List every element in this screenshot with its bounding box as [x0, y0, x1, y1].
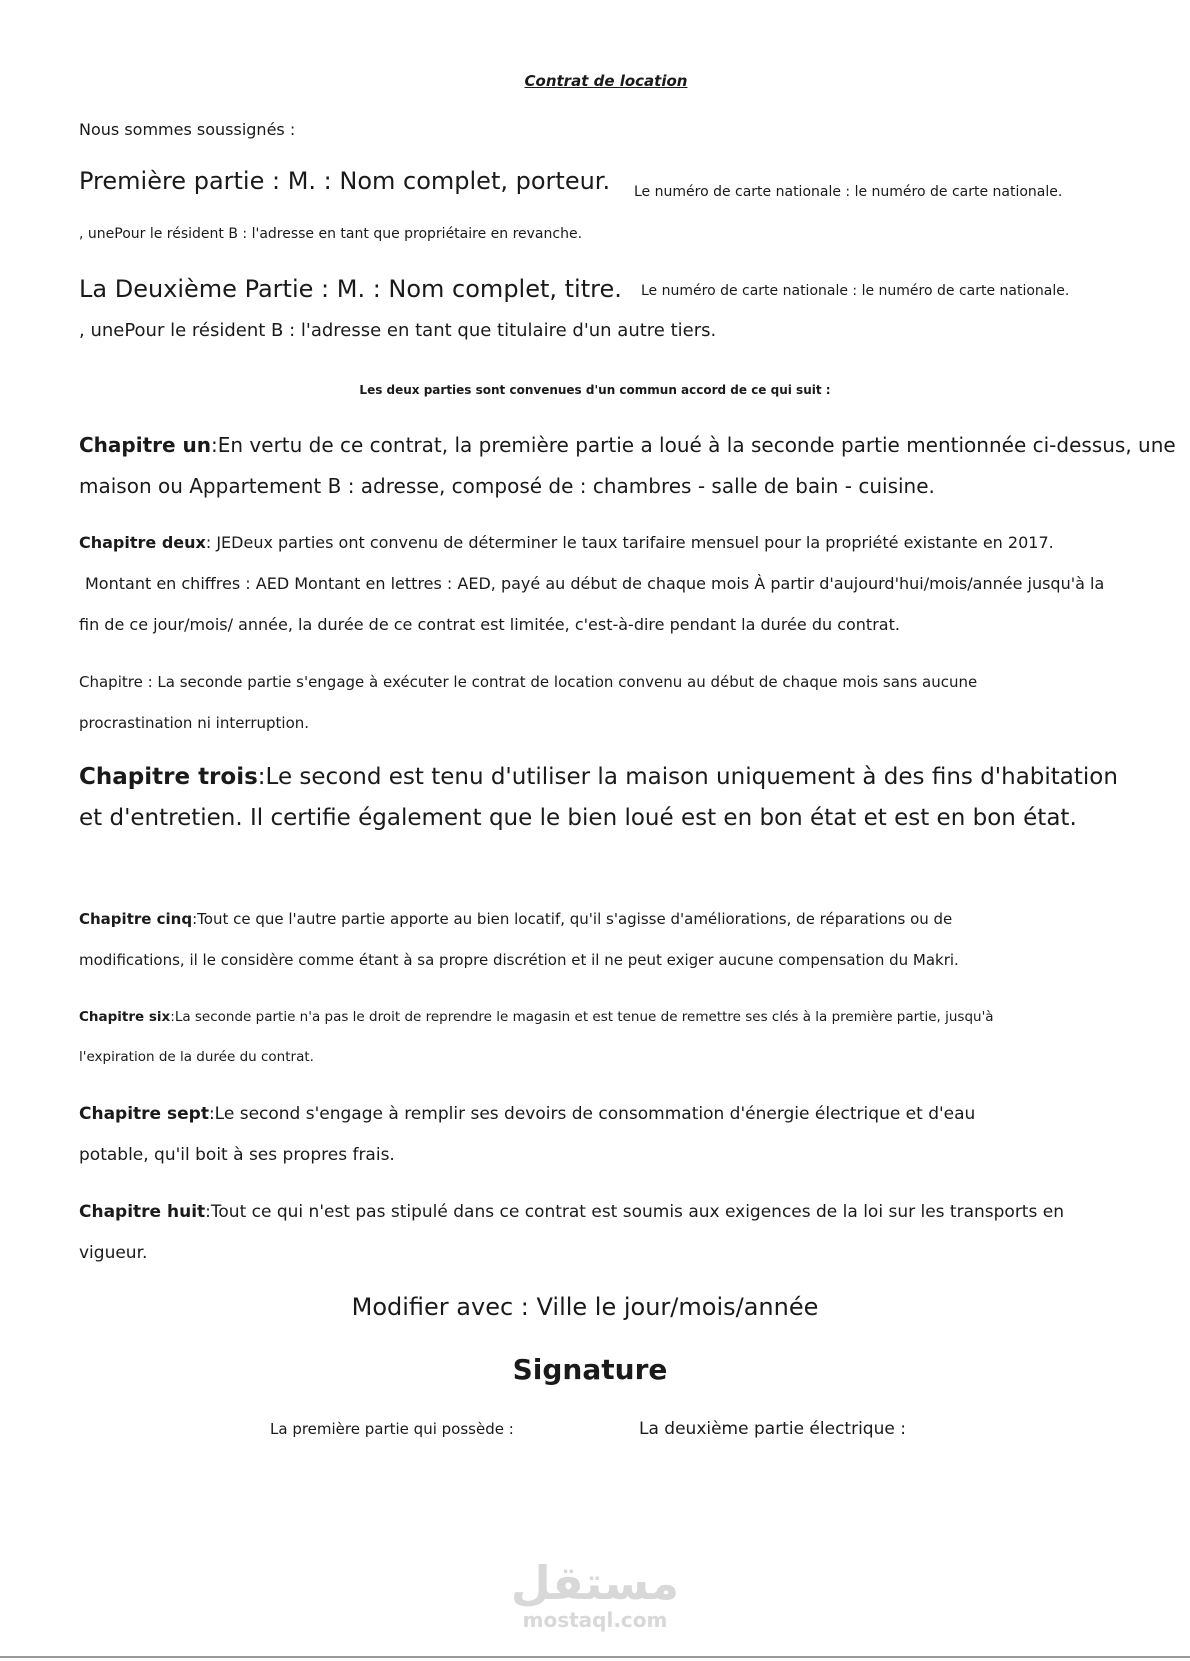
- party2-label: La Deuxième Partie : M. : Nom complet, titre.: [79, 275, 622, 303]
- chapter-six-text: :La seconde partie n'a pas le droit de reprendre le magasin et est tenue de remettre ses clés à la première partie, jusqu'à: [170, 1009, 994, 1025]
- chapter-five-line1: [79, 910, 952, 928]
- page-bottom-divider: [0, 1656, 1190, 1658]
- mostaql-watermark: [0, 1556, 1190, 1632]
- chapter-five-text: :Tout ce que l'autre partie apporte au bien locatif, qu'il s'agisse d'améliorations, de réparations ou de: [192, 910, 953, 928]
- chapter-one-heading: Chapitre un: [79, 433, 212, 457]
- chapter-eight-line1: [79, 1202, 1064, 1222]
- chapter-seven-text: :Le second s'engage à remplir ses devoirs de consommation d'énergie électrique et d'eau: [208, 1104, 976, 1124]
- chapter-unnamed-line2: procrastination ni interruption.: [79, 714, 310, 732]
- chapter-three-line2: et d'entretien. Il certifie également que le bien loué est en bon état et est en bon état.: [79, 805, 1077, 831]
- chapter-one-line1: [79, 433, 1176, 457]
- party2-id-note: Le numéro de carte nationale : le numéro de carte nationale.: [641, 283, 1070, 299]
- chapter-unnamed-line1: Chapitre : La seconde partie s'engage à exécuter le contrat de location convenu au début de chaque mois sans aucune: [79, 673, 978, 691]
- chapter-three-text: :Le second est tenu d'utiliser la maison uniquement à des fins d'habitation: [257, 764, 1118, 790]
- place-date: Modifier avec : Ville le jour/mois/année: [351, 1293, 819, 1321]
- signature-heading: Signature: [512, 1353, 668, 1386]
- chapter-two-line1: [79, 533, 1054, 552]
- chapter-two-text: : JEDeux parties ont convenu de déterminer le taux tarifaire mensuel pour la propriété existante en 2017.: [205, 533, 1054, 552]
- party1-id-note: Le numéro de carte nationale : le numéro de carte nationale.: [634, 184, 1063, 200]
- chapter-two-line2: Montant en chiffres : AED Montant en lettres : AED, payé au début de chaque mois À partir d'aujourd'hui/mois/année jusqu'à la: [85, 574, 1105, 593]
- chapter-three-line1: [79, 764, 1118, 792]
- document-title: Contrat de location: [524, 72, 688, 90]
- chapter-six-heading: Chapitre six: [79, 1009, 171, 1025]
- party1-address: , unePour le résident B : l'adresse en tant que propriétaire en revanche.: [79, 226, 583, 242]
- signature-party1: La première partie qui possède :: [270, 1420, 514, 1438]
- chapter-six-line2: l'expiration de la durée du contrat.: [79, 1049, 314, 1065]
- party2-address: , unePour le résident B : l'adresse en tant que titulaire d'un autre tiers.: [79, 320, 717, 341]
- chapter-three-heading: Chapitre trois: [79, 764, 258, 790]
- chapter-five-line2: modifications, il le considère comme étant à sa propre discrétion et il ne peut exiger aucune compensation du Makri.: [79, 951, 959, 969]
- watermark-arabic-logo: مستقل: [510, 1556, 680, 1610]
- chapter-eight-text: :Tout ce qui n'est pas stipulé dans ce contrat est soumis aux exigences de la loi sur les transports en: [205, 1202, 1064, 1222]
- chapter-seven-line2: potable, qu'il boit à ses propres frais.: [79, 1145, 395, 1165]
- watermark-url: mostaql.com: [522, 1608, 668, 1632]
- chapter-two-line3: fin de ce jour/mois/ année, la durée de ce contrat est limitée, c'est-à-dire pendant la durée du contrat.: [79, 615, 900, 634]
- chapter-six-line1: [79, 1009, 994, 1025]
- chapter-seven-heading: Chapitre sept: [79, 1104, 209, 1124]
- chapter-one-line2: maison ou Appartement B : adresse, composé de : chambres - salle de bain - cuisine.: [79, 474, 935, 498]
- chapter-two-heading: Chapitre deux: [79, 533, 206, 552]
- intro-text: Nous sommes soussignés :: [79, 120, 296, 139]
- agreement-heading: Les deux parties sont convenues d'un commun accord de ce qui suit :: [359, 383, 831, 397]
- chapter-five-heading: Chapitre cinq: [79, 910, 193, 928]
- signature-party2: La deuxième partie électrique :: [639, 1419, 906, 1439]
- chapter-seven-line1: [79, 1104, 975, 1124]
- chapter-eight-heading: Chapitre huit: [79, 1202, 206, 1222]
- chapter-one-text: :En vertu de ce contrat, la première partie a loué à la seconde partie mentionnée ci-dessus, une: [211, 433, 1176, 457]
- party1-label: Première partie : M. : Nom complet, porteur.: [79, 167, 611, 195]
- chapter-eight-line2: vigueur.: [79, 1243, 148, 1263]
